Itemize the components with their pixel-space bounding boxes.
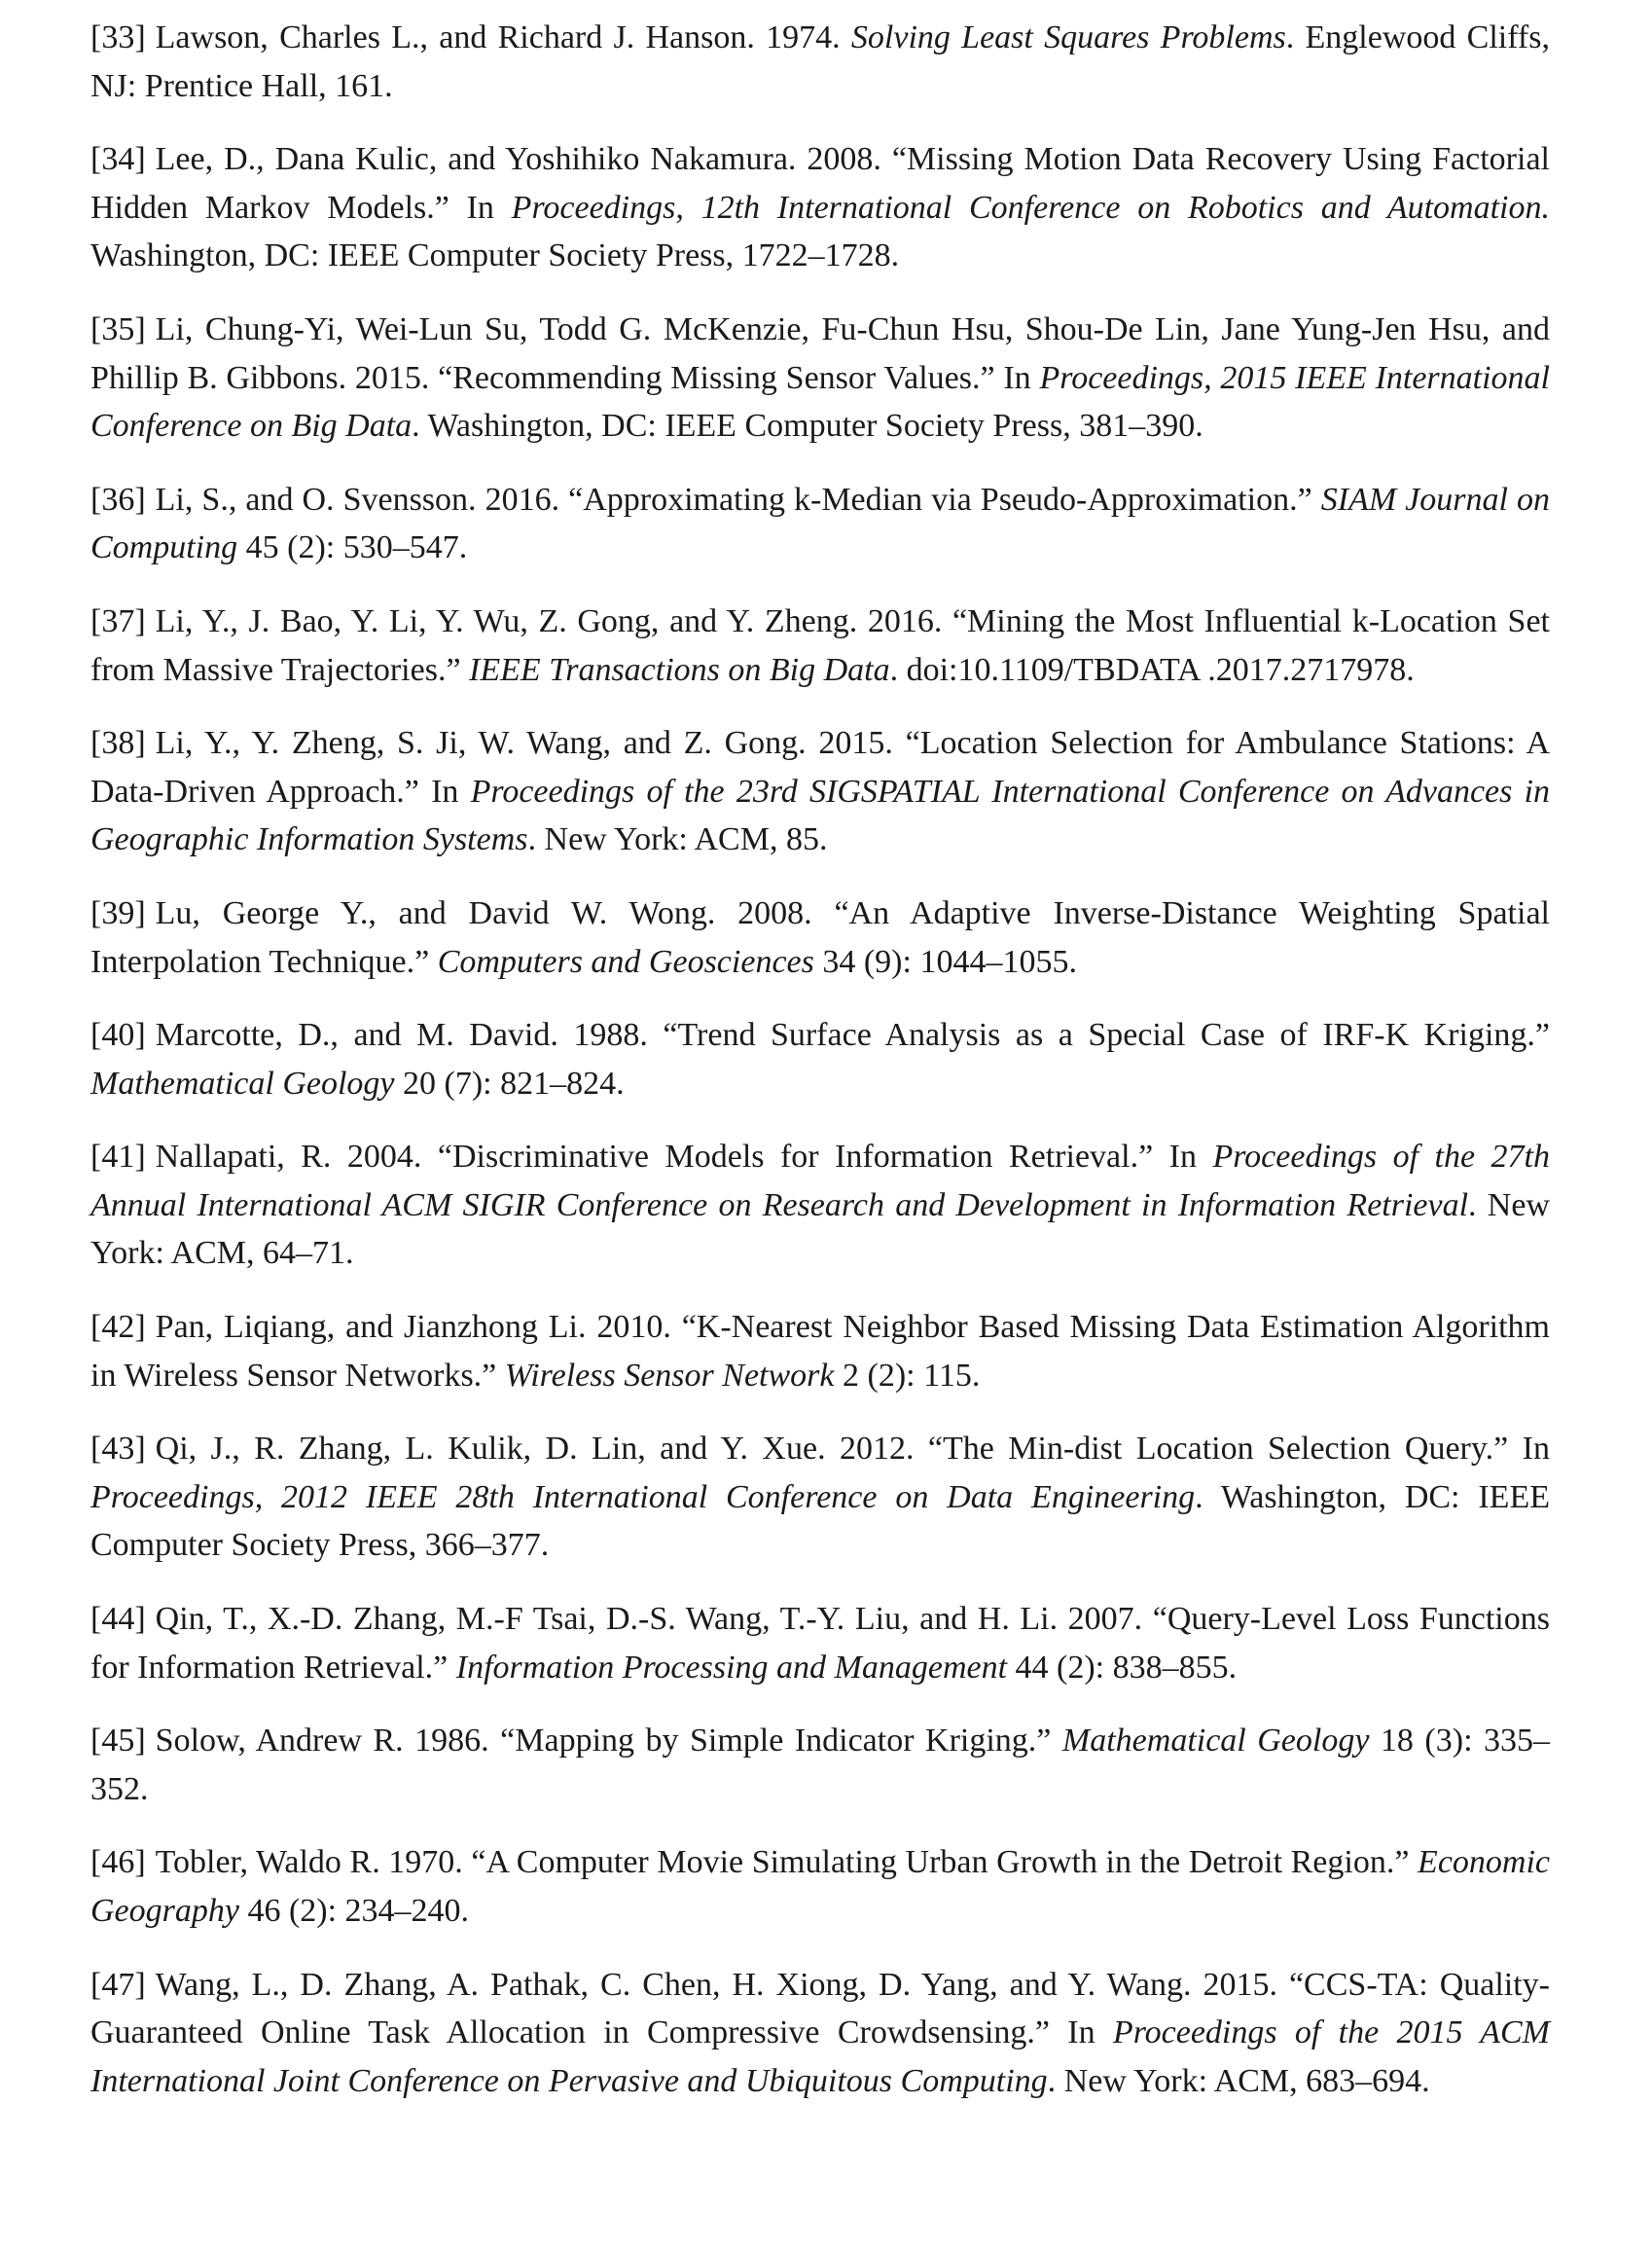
reference-number: [43]	[90, 1431, 146, 1468]
reference-source-title: Wireless Sensor Network	[504, 1357, 835, 1394]
reference-text: Marcotte, D., and M. David. 1988. “Trend Surface Analysis as a Special Case of IRF-K Kriging.”	[155, 1017, 1550, 1054]
reference-text: 18 (3): 335–352.	[90, 1723, 1551, 1807]
reference-text: 46 (2): 234–240.	[238, 1893, 470, 1929]
reference-text: Wang, L., D. Zhang, A. Pathak, C. Chen, H. Xiong, D. Yang, and Y. Wang. 2015. “CCS-TA: Quality-Guaranteed Online Task Allocation in Compressive Crowdsensing.” In	[90, 1966, 1550, 2051]
reference-text: . Washington, DC: IEEE Computer Society Press, 366–377.	[90, 1478, 1550, 1564]
reference-source-title: SIAM Journal on Computing	[90, 481, 1550, 566]
reference-number: [45]	[90, 1723, 146, 1759]
reference-text: Washington, DC: IEEE Computer Society Press, 1722–1728.	[90, 237, 900, 274]
reference-entry	[90, 14, 1550, 110]
reference-text: Solow, Andrew R. 1986. “Mapping by Simple Indicator Kriging.”	[155, 1723, 1062, 1759]
reference-source-title: IEEE Transactions on Big Data	[469, 651, 890, 688]
reference-entry	[90, 1717, 1550, 1813]
reference-source-title: Economic Geography	[90, 1844, 1550, 1929]
reference-source-title: Proceedings of the 23rd SIGSPATIAL International Conference on Advances in Geographic Information Systems	[90, 773, 1551, 858]
reference-text: . doi:10.1109/TBDATA .2017.2717978.	[889, 651, 1415, 688]
reference-entry	[90, 135, 1550, 280]
reference-number: [41]	[90, 1139, 146, 1176]
reference-text: 44 (2): 838–855.	[1007, 1649, 1238, 1686]
reference-source-title: Mathematical Geology	[90, 1065, 395, 1102]
reference-text: Li, Y., Y. Zheng, S. Ji, W. Wang, and Z. Gong. 2015. “Location Selection for Ambulance Stations: A Data-Driven Approach.” In	[90, 725, 1550, 810]
reference-number: [35]	[90, 310, 146, 347]
reference-text: Li, S., and O. Svensson. 2016. “Approximating k-Median via Pseudo-Approximation.”	[155, 481, 1321, 518]
reference-number: [38]	[90, 725, 146, 762]
reference-source-title: Proceedings, 12th International Conference on Robotics and Automation.	[511, 189, 1550, 226]
reference-text: 34 (9): 1044–1055.	[813, 943, 1077, 980]
reference-source-title: Proceedings of the 27th Annual International ACM SIGIR Conference on Research and Development in Information Retrieval	[90, 1139, 1550, 1223]
reference-source-title: Solving Least Squares Problems	[850, 19, 1286, 55]
reference-text: Li, Chung-Yi, Wei-Lun Su, Todd G. McKenzie, Fu-Chun Hsu, Shou-De Lin, Jane Yung-Jen Hsu, and Phillip B. Gibbons. 2015. “Recommending Missing Sensor Values.” In	[90, 310, 1550, 396]
reference-source-title: Proceedings of the 2015 ACM International Joint Conference on Pervasive and Ubiquitous Computing	[90, 2014, 1550, 2099]
reference-source-title: Proceedings, 2015 IEEE International Conference on Big Data	[90, 359, 1550, 445]
reference-number: [40]	[90, 1017, 146, 1054]
reference-source-title: Mathematical Geology	[1061, 1723, 1370, 1759]
reference-text: . New York: ACM, 64–71.	[90, 1186, 1550, 1272]
reference-entry	[90, 1303, 1550, 1399]
reference-text: . New York: ACM, 683–694.	[1047, 2062, 1430, 2099]
reference-number: [33]	[90, 19, 146, 55]
reference-text: Tobler, Waldo R. 1970. “A Computer Movie Simulating Urban Growth in the Detroit Region.”	[155, 1844, 1419, 1881]
reference-entry	[90, 1961, 1550, 2106]
reference-source-title: Computers and Geosciences	[437, 943, 814, 980]
reference-entry	[90, 598, 1550, 694]
reference-text: Qin, T., X.-D. Zhang, M.-F Tsai, D.-S. Wang, T.-Y. Liu, and H. Li. 2007. “Query-Level Loss Functions for Information Retrieval.”	[90, 1601, 1550, 1686]
reference-text: Nallapati, R. 2004. “Discriminative Models for Information Retrieval.” In	[155, 1139, 1213, 1176]
reference-text: . Englewood Cliffs, NJ: Prentice Hall, 161.	[90, 19, 1550, 104]
reference-number: [47]	[90, 1966, 146, 2003]
reference-number: [46]	[90, 1844, 146, 1881]
reference-entry	[90, 1011, 1550, 1107]
reference-entry	[90, 1133, 1550, 1278]
reference-text: 45 (2): 530–547.	[237, 529, 468, 566]
reference-entry	[90, 719, 1550, 864]
reference-text: 2 (2): 115.	[834, 1357, 981, 1394]
reference-text: . New York: ACM, 85.	[527, 821, 828, 858]
reference-list	[90, 14, 1550, 2130]
reference-text: Qi, J., R. Zhang, L. Kulik, D. Lin, and Y. Xue. 2012. “The Min-dist Location Selection Query.” In	[155, 1431, 1550, 1468]
reference-text: Lee, D., Dana Kulic, and Yoshihiko Nakamura. 2008. “Missing Motion Data Recovery Using Factorial Hidden Markov Models.” In	[90, 141, 1550, 226]
reference-number: [42]	[90, 1309, 146, 1346]
reference-entry	[90, 1838, 1550, 1935]
reference-entry	[90, 306, 1550, 451]
reference-number: [34]	[90, 141, 146, 178]
reference-source-title: Proceedings, 2012 IEEE 28th International Conference on Data Engineering	[90, 1478, 1196, 1515]
reference-text: Pan, Liqiang, and Jianzhong Li. 2010. “K-Nearest Neighbor Based Missing Data Estimation Algorithm in Wireless Sensor Networks.”	[90, 1309, 1550, 1394]
reference-text: Lawson, Charles L., and Richard J. Hanson. 1974.	[155, 19, 851, 55]
reference-entry	[90, 1425, 1550, 1570]
reference-text: . Washington, DC: IEEE Computer Society Press, 381–390.	[412, 408, 1203, 445]
reference-number: [37]	[90, 602, 146, 639]
reference-text: 20 (7): 821–824.	[394, 1065, 625, 1102]
reference-source-title: Information Processing and Management	[455, 1649, 1008, 1686]
reference-text: Li, Y., J. Bao, Y. Li, Y. Wu, Z. Gong, and Y. Zheng. 2016. “Mining the Most Influential k-Location Set from Massive Trajectories.”	[90, 602, 1550, 688]
reference-number: [39]	[90, 894, 146, 931]
reference-entry	[90, 889, 1550, 986]
reference-text: Lu, George Y., and David W. Wong. 2008. “An Adaptive Inverse-Distance Weighting Spatial Interpolation Technique.”	[90, 894, 1550, 980]
reference-number: [36]	[90, 481, 146, 518]
reference-entry	[90, 1595, 1550, 1691]
reference-entry	[90, 476, 1550, 572]
reference-number: [44]	[90, 1601, 146, 1638]
